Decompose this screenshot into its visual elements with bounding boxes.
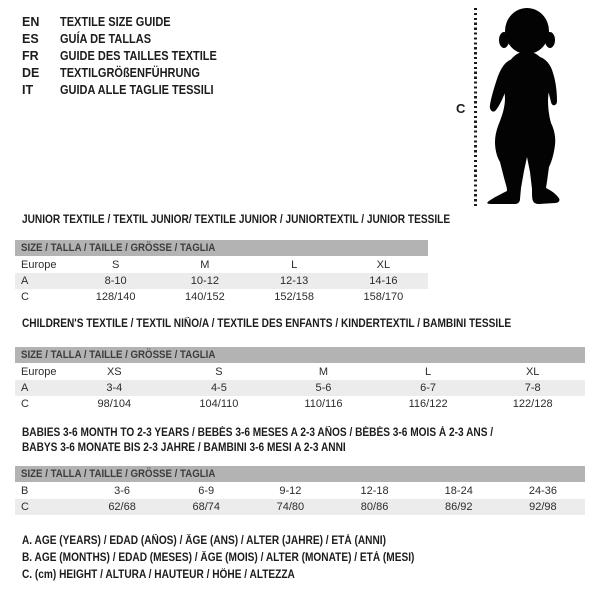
baby-figure	[450, 0, 600, 215]
toddler-silhouette-icon	[481, 5, 573, 205]
language-guide-list	[22, 13, 238, 98]
language-code: IT	[22, 82, 34, 97]
footnote-c	[22, 569, 468, 586]
table-row-europe	[15, 364, 585, 380]
babies-section-title	[22, 426, 557, 456]
table-cell: 140/152	[184, 291, 225, 303]
table-cell: 158/170	[363, 291, 404, 303]
size-table-header	[15, 466, 585, 482]
table-cell: 80/86	[360, 501, 389, 513]
table-cell: L	[425, 366, 432, 378]
table-cell: 5-6	[315, 382, 332, 394]
size-table-header-text: SIZE / TALLA / TAILLE / GRÖSSE / TAGLIA	[21, 242, 216, 254]
table-cell: 152/158	[274, 291, 314, 303]
size-table-header-text: SIZE / TALLA / TAILLE / GRÖSSE / TAGLIA	[21, 468, 216, 480]
table-cell: 8-10	[104, 275, 127, 287]
table-cell: 116/122	[408, 398, 448, 410]
footnote-b	[22, 552, 468, 569]
babies-section-title-line1: BABIES 3-6 MONTH TO 2-3 YEARS / BEBÉS 3-6 MESES A 2-3 AÑOS / BÉBÉS 3-6 MOIS À 2-3 ANS /	[22, 427, 494, 439]
table-cell: 92/98	[529, 501, 557, 513]
table-cell: S	[215, 366, 223, 378]
table-cell: L	[291, 259, 298, 271]
table-cell: 4-5	[210, 382, 227, 394]
table-cell: 3-6	[114, 485, 131, 497]
guide-title-en: TEXTILE SIZE GUIDE	[60, 14, 171, 29]
language-row-fr	[22, 47, 238, 64]
table-cell: XL	[525, 366, 540, 378]
table-cell: 128/140	[95, 291, 136, 303]
footnote-b-text: B. AGE (MONTHS) / EDAD (MESES) / ÂGE (MOIS) / ALTER (MONATE) / ETÀ (MESI)	[22, 552, 415, 564]
size-table-header-text: SIZE / TALLA / TAILLE / GRÖSSE / TAGLIA	[21, 349, 216, 361]
table-cell: 104/110	[199, 398, 239, 410]
language-row-it	[22, 81, 238, 98]
size-table-header	[15, 347, 585, 363]
language-code: DE	[22, 65, 40, 80]
row-label: C	[21, 501, 29, 513]
language-code: EN	[22, 14, 40, 29]
children-section-title	[22, 318, 578, 330]
table-row-europe	[15, 257, 428, 273]
table-row-age-months	[15, 483, 585, 499]
table-cell: 110/116	[304, 398, 343, 410]
table-cell: 68/74	[192, 501, 220, 513]
table-cell: 98/104	[97, 398, 132, 410]
junior-section-title	[22, 214, 508, 226]
table-cell: 6-7	[420, 382, 437, 394]
row-label: C	[21, 398, 29, 410]
row-label: C	[21, 291, 29, 303]
row-label: Europe	[21, 259, 57, 271]
language-code: ES	[22, 31, 39, 46]
table-cell: 7-8	[524, 382, 541, 394]
table-cell: S	[111, 259, 120, 271]
table-cell: 62/68	[108, 501, 136, 513]
table-cell: 12-18	[360, 485, 389, 497]
table-row-height	[15, 396, 585, 412]
row-label: A	[21, 382, 29, 394]
guide-title-de: TEXTILGRÖßENFÜHRUNG	[60, 65, 200, 80]
children-size-table	[15, 347, 585, 412]
row-label: A	[21, 275, 29, 287]
footnote-a	[22, 535, 468, 552]
height-marker-label: C	[456, 101, 466, 116]
height-measure-dashed-line	[474, 8, 477, 208]
language-row-es	[22, 30, 238, 47]
children-section-title-text: CHILDREN'S TEXTILE / TEXTIL NIÑO/A / TEXTILE DES ENFANTS / KINDERTEXTIL / BAMBINI TESSILE	[22, 318, 512, 330]
table-cell: 122/128	[512, 398, 553, 410]
row-label: B	[21, 485, 29, 497]
language-code: FR	[22, 48, 39, 63]
table-row-age	[15, 380, 585, 396]
language-row-de	[22, 64, 238, 81]
size-table-header	[15, 240, 428, 256]
table-cell: XL	[376, 259, 391, 271]
babies-size-table	[15, 466, 585, 515]
legend-footnotes	[22, 535, 468, 586]
table-cell: 9-12	[279, 485, 302, 497]
table-row-height	[15, 499, 585, 515]
table-cell: M	[200, 259, 210, 271]
table-cell: 3-4	[106, 382, 123, 394]
table-cell: 86/92	[444, 501, 473, 513]
footnote-a-text: A. AGE (YEARS) / EDAD (AÑOS) / ÂGE (ANS) / ALTER (JAHRE) / ETÀ (ANNI)	[22, 535, 386, 547]
footnote-c-text: C. (cm) HEIGHT / ALTURA / HAUTEUR / HÖHE / ALTEZZA	[22, 569, 295, 581]
table-row-height	[15, 289, 428, 305]
junior-size-table	[15, 240, 428, 305]
guide-title-fr: GUIDE DES TAILLES TEXTILE	[60, 48, 217, 63]
table-cell: 14-16	[369, 275, 398, 287]
table-cell: 18-24	[444, 485, 473, 497]
table-cell: 12-13	[280, 275, 309, 287]
babies-section-title-line2: BABYS 3-6 MONATE BIS 2-3 JAHRE / BAMBINI 3-6 MESI A 2-3 ANNI	[22, 442, 346, 454]
language-row-en	[22, 13, 238, 30]
table-cell: 74/80	[276, 501, 305, 513]
table-cell: 24-36	[528, 485, 557, 497]
table-cell: XS	[106, 366, 122, 378]
table-cell: 6-9	[198, 485, 215, 497]
junior-section-title-text: JUNIOR TEXTILE / TEXTIL JUNIOR/ TEXTILE JUNIOR / JUNIORTEXTIL / JUNIOR TESSILE	[22, 214, 451, 226]
table-cell: M	[318, 366, 329, 378]
guide-title-es: GUÍA DE TALLAS	[60, 31, 152, 46]
table-cell: 10-12	[190, 275, 219, 287]
row-label: Europe	[21, 366, 57, 378]
guide-title-it: GUIDA ALLE TAGLIE TESSILI	[60, 82, 214, 97]
table-row-age	[15, 273, 428, 289]
